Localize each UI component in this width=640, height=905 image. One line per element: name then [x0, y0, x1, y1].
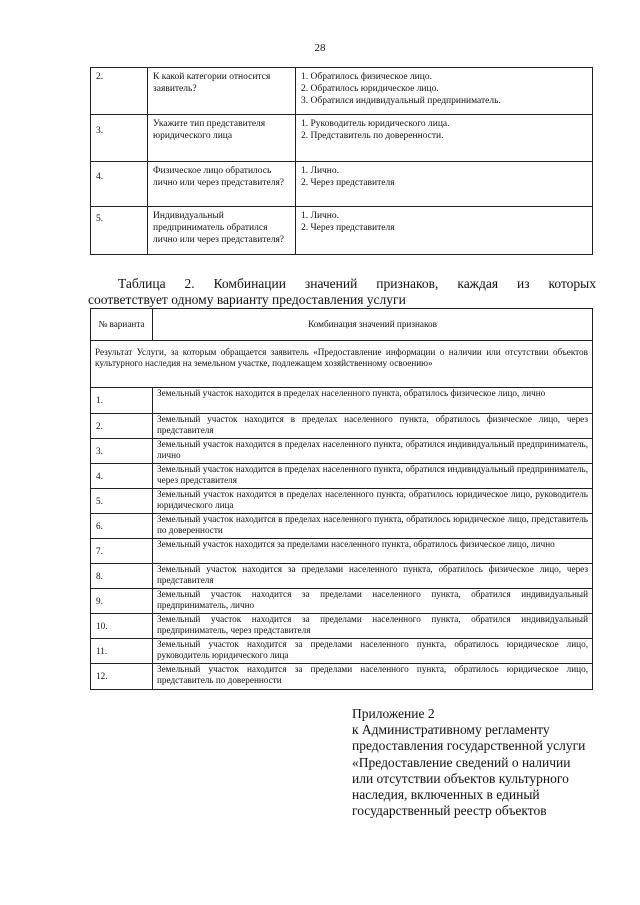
variant-number: 9. [91, 589, 153, 614]
table-row [91, 564, 593, 589]
variant-number: 12. [91, 664, 153, 690]
answer-option: 3. Обратился индивидуальный предприниматель. [301, 96, 501, 106]
answer-option: 1. Обратилось физическое лицо. [301, 72, 432, 82]
table-row [91, 68, 593, 115]
variant-text: Земельный участок находится в пределах населенного пункта, обратилось физическое лицо, лично [153, 388, 593, 414]
table-row [91, 115, 593, 162]
header-variant-number: № варианта [91, 309, 153, 341]
result-cell: Результат Услуги, за которым обращается заявитель «Предоставление информации о наличии или отсутствии объектов культурного наследия на земельном участке, подлежащем хозяйственному освоению» [91, 341, 593, 388]
answer-option: 1. Руководитель юридического лица. [301, 119, 450, 129]
answers-cell [296, 68, 593, 115]
variant-number: 11. [91, 639, 153, 664]
criteria-table [90, 67, 593, 255]
table-row [91, 639, 593, 664]
page-number: 28 [314, 42, 326, 54]
table-row [91, 489, 593, 514]
answer-option: 1. Лично. [301, 166, 340, 176]
appendix-line: или отсутствии объектов культурного [352, 770, 569, 786]
row-number: 2. [91, 68, 148, 115]
answer-option: 2. Через представителя [301, 223, 395, 233]
table-row [91, 414, 593, 439]
appendix-line: к Административному регламенту [352, 722, 550, 738]
row-number-text: 5. [96, 214, 104, 224]
answer-option: 2. Обратилось юридическое лицо. [301, 84, 439, 94]
row-number-text: 3. [96, 126, 104, 136]
appendix-line: предоставления государственной услуги [352, 738, 586, 754]
variant-text: Земельный участок находится за пределами населенного пункта, обратилось юридическое лицо, представитель по доверенности [153, 664, 593, 690]
variant-text: Земельный участок находится за пределами населенного пункта, обратился индивидуальный предприниматель, лично [153, 589, 593, 614]
table2-caption [88, 276, 596, 308]
table-row [91, 162, 593, 207]
row-number [91, 115, 148, 162]
appendix-line: наследия, включенных в единый [352, 787, 540, 803]
table-row [91, 614, 593, 639]
question-cell: Физическое лицо обратилось лично или через представителя? [148, 162, 296, 207]
table-row [91, 539, 593, 564]
question-cell: Индивидуальный предприниматель обратился лично или через представителя? [148, 207, 296, 255]
variant-number: 1. [91, 388, 153, 414]
appendix-line: государственный реестр объектов [352, 803, 547, 819]
variant-text: Земельный участок находится в пределах населенного пункта, обратилось юридическое лицо, руководитель юридического лица [153, 489, 593, 514]
variant-number: 7. [91, 539, 153, 564]
table-row [91, 664, 593, 690]
variants-table [90, 308, 593, 690]
answers-cell [296, 207, 593, 255]
appendix-line: «Предоставление сведений о наличии [352, 754, 571, 770]
answer-option: 2. Через представителя [301, 178, 395, 188]
variant-number: 5. [91, 489, 153, 514]
row-number-text: 4. [96, 172, 104, 182]
result-row [91, 341, 593, 388]
variant-text: Земельный участок находится в пределах населенного пункта, обратился индивидуальный предприниматель, через представителя [153, 464, 593, 489]
variant-text: Земельный участок находится за пределами населенного пункта, обратилось физическое лицо, лично [153, 539, 593, 564]
table-row [91, 514, 593, 539]
header-combination: Комбинация значений признаков [153, 309, 593, 341]
variant-number: 8. [91, 564, 153, 589]
variant-number: 6. [91, 514, 153, 539]
question-cell: Укажите тип представителя юридического лица [148, 115, 296, 162]
variant-number: 4. [91, 464, 153, 489]
variant-number: 3. [91, 439, 153, 464]
table-row [91, 388, 593, 414]
answers-cell [296, 162, 593, 207]
variant-number: 2. [91, 414, 153, 439]
variant-number: 10. [91, 614, 153, 639]
variant-text: Земельный участок находится за пределами населенного пункта, обратился индивидуальный предприниматель, через представителя [153, 614, 593, 639]
variant-text: Земельный участок находится в пределах населенного пункта, обратилось юридическое лицо, представитель по доверенности [153, 514, 593, 539]
variant-text: Земельный участок находится за пределами населенного пункта, обратилось юридическое лицо, руководитель юридического лица [153, 639, 593, 664]
appendix-block [352, 706, 585, 819]
table-row [91, 464, 593, 489]
caption-line-2: соответствует одному варианту предоставления услуги [88, 292, 406, 307]
row-number [91, 207, 148, 255]
answers-cell [296, 115, 593, 162]
variant-text: Земельный участок находится в пределах населенного пункта, обратился индивидуальный предприниматель, лично [153, 439, 593, 464]
variant-text: Земельный участок находится в пределах населенного пункта, обратилось физическое лицо, через представителя [153, 414, 593, 439]
table-row [91, 589, 593, 614]
table-row [91, 439, 593, 464]
variant-text: Земельный участок находится за пределами населенного пункта, обратилось физическое лицо, через представителя [153, 564, 593, 589]
answer-option: 2. Представитель по доверенности. [301, 131, 444, 141]
appendix-line: Приложение 2 [352, 706, 435, 721]
caption-line-1: Таблица 2. Комбинации значений признаков, каждая из которых [118, 276, 596, 291]
header-row [91, 309, 593, 341]
row-number [91, 162, 148, 207]
question-cell: К какой категории относится заявитель? [148, 68, 296, 115]
table-row [91, 207, 593, 255]
answer-option: 1. Лично. [301, 211, 340, 221]
